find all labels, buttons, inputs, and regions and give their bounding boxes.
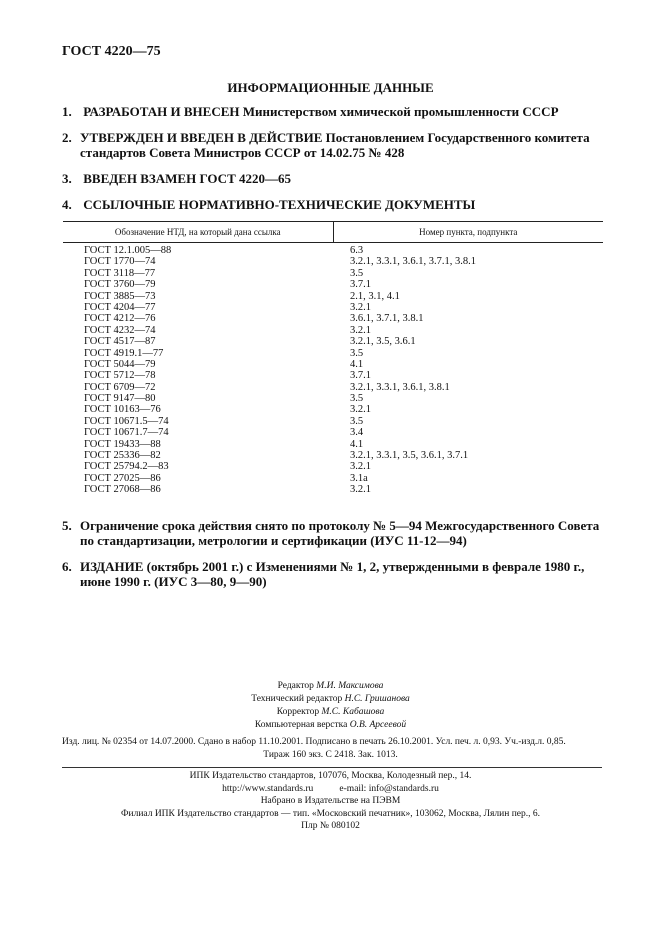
clause-numbers: 3.2.1, 3.3.1, 3.6.1, 3.7.1, 3.8.1: [350, 256, 476, 268]
ntd-designation: ГОСТ 4919.1—77: [84, 347, 164, 359]
item-4: [62, 197, 602, 212]
item-text: (октябрь 2001 г.) с Изменениями № 1, 2, утвержденными в феврале 1980 г., июне 1990 г. (ИУС 3—80, 9—90): [80, 559, 585, 589]
divider: [62, 767, 602, 768]
ntd-designation: ГОСТ 3885—73: [84, 290, 156, 302]
table-row: [63, 404, 603, 415]
item-number: 2.: [62, 130, 72, 145]
ntd-designation: ГОСТ 27025—86: [84, 472, 161, 484]
ntd-designation: ГОСТ 4232—74: [84, 324, 156, 336]
ntd-designation: ГОСТ 3118—77: [84, 267, 156, 279]
table-row: [63, 348, 603, 359]
clause-numbers: 3.5: [350, 267, 364, 279]
clause-numbers: 3.4: [350, 427, 364, 439]
table-body: [63, 243, 603, 496]
item-caps: УТВЕРЖДЕН И ВВЕДЕН В ДЕЙСТВИЕ: [80, 130, 323, 145]
table-row: [63, 484, 603, 495]
table-row: [63, 279, 603, 290]
table-row: [63, 245, 603, 256]
clause-numbers: 3.7.1: [350, 370, 371, 382]
ntd-designation: ГОСТ 27068—86: [84, 484, 161, 496]
clause-numbers: 3.2.1: [350, 484, 371, 496]
publisher-typeset: Набрано в Издательстве на ПЭВМ: [260, 796, 401, 806]
ntd-designation: ГОСТ 3760—79: [84, 279, 156, 291]
ntd-designation: ГОСТ 9147—80: [84, 393, 156, 405]
ntd-designation: ГОСТ 5044—79: [84, 358, 156, 370]
table-row: [63, 256, 603, 267]
clause-numbers: 4.1: [350, 358, 364, 370]
table-row: [63, 370, 603, 381]
credit-line: Компьютерная верстка О.В. Арсеевой: [254, 720, 407, 730]
clause-numbers: 3.2.1, 3.3.1, 3.5, 3.6.1, 3.7.1: [350, 450, 469, 462]
clause-numbers: 2.1, 3.1, 4.1: [350, 290, 400, 302]
publisher-address: ИПК Издательство стандартов, 107076, Москва, Колодезный пер., 14.: [189, 771, 472, 781]
clause-numbers: 3.2.1: [350, 301, 371, 313]
ntd-designation: ГОСТ 4212—76: [84, 313, 156, 325]
publisher-web: http://www.standards.ru: [222, 783, 314, 794]
item-6: [62, 559, 602, 589]
item-number: 1.: [62, 104, 72, 119]
table-row: [63, 450, 603, 461]
item-3: [62, 171, 602, 186]
clause-numbers: 3.5: [350, 393, 364, 405]
publisher-licence: Плр № 080102: [301, 821, 360, 831]
column-header-ntd: Обозначение НТД, на который дана ссылка: [63, 222, 334, 242]
item-2: [62, 130, 602, 160]
ntd-designation: ГОСТ 4517—87: [84, 336, 156, 348]
table-row: [63, 325, 603, 336]
table-row: [63, 473, 603, 484]
ntd-designation: ГОСТ 10671.5—74: [84, 415, 169, 427]
item-caps: ВВЕДЕН ВЗАМЕН ГОСТ 4220—65: [83, 171, 291, 186]
publisher-email: e-mail: info@standards.ru: [339, 783, 439, 794]
item-number: 3.: [62, 171, 72, 186]
item-number: 5.: [62, 518, 72, 533]
item-text: Министерством химической промышленности СССР: [242, 104, 559, 119]
document-code: ГОСТ 4220—75: [62, 44, 161, 59]
table-row: [63, 359, 603, 370]
ntd-designation: ГОСТ 25336—82: [84, 450, 161, 462]
clause-numbers: 3.1а: [350, 472, 368, 484]
clause-numbers: 3.2.1, 3.3.1, 3.6.1, 3.8.1: [350, 381, 450, 393]
table-row: [63, 439, 603, 450]
table-row: [63, 291, 603, 302]
table-row: [63, 461, 603, 472]
item-caps: ИЗДАНИЕ: [80, 559, 144, 574]
clause-numbers: 3.5: [350, 415, 364, 427]
table-header: [63, 221, 603, 243]
item-text: Ограничение срока действия снято по протоколу № 5—94 Межгосударственного Совета по стандартизации, метрологии и сертификации (ИУС 11-12—94): [80, 518, 600, 548]
ntd-designation: ГОСТ 25794.2—83: [84, 461, 169, 473]
clause-numbers: 3.2.1: [350, 324, 371, 336]
ntd-designation: ГОСТ 5712—78: [84, 370, 156, 382]
table-row: [63, 302, 603, 313]
item-number: 4.: [62, 197, 72, 212]
imprint-line: Изд. лиц. № 02354 от 14.07.2000. Сдано в набор 11.10.2001. Подписано в печать 26.10.2001. Усл. печ. л. 0,93. Уч.-изд.л. 0,85.: [62, 737, 566, 747]
publisher-branch: Филиал ИПК Издательство стандартов — тип. «Московский печатник», 103062, Москва, Лялин пер., 6.: [120, 808, 540, 819]
ntd-designation: ГОСТ 6709—72: [84, 381, 156, 393]
table-row: [63, 416, 603, 427]
credit-line: Технический редактор Н.С. Гришанова: [251, 694, 410, 704]
clause-numbers: 3.2.1: [350, 461, 371, 473]
ntd-designation: ГОСТ 12.1.005—88: [84, 245, 172, 256]
column-header-clause: Номер пункта, подпункта: [419, 227, 518, 237]
clause-numbers: 6.3: [350, 245, 364, 256]
publisher-block: [0, 770, 661, 833]
imprint-run: Тираж 160 экз. С 2418. Зак. 1013.: [263, 750, 398, 760]
table-row: [63, 427, 603, 438]
table-row: [63, 393, 603, 404]
item-text: Постановлением Государственного комитета стандартов Совета Министров СССР от 14.02.75 № 428: [80, 130, 590, 160]
section-title: ИНФОРМАЦИОННЫЕ ДАННЫЕ: [227, 80, 434, 95]
references-table: [63, 221, 603, 496]
table-row: [63, 268, 603, 279]
item-caps: ССЫЛОЧНЫЕ НОРМАТИВНО-ТЕХНИЧЕСКИЕ ДОКУМЕНТЫ: [83, 197, 476, 212]
table-row: [63, 336, 603, 347]
ntd-designation: ГОСТ 4204—77: [84, 301, 156, 313]
credit-line: Корректор М.С. Кабашова: [276, 707, 385, 717]
item-number: 6.: [62, 559, 72, 574]
ntd-designation: ГОСТ 19433—88: [84, 438, 161, 450]
ntd-designation: ГОСТ 1770—74: [84, 256, 156, 268]
credits: [0, 680, 661, 732]
item-caps: РАЗРАБОТАН И ВНЕСЕН: [83, 104, 240, 119]
table-row: [63, 313, 603, 324]
clause-numbers: 4.1: [350, 438, 364, 450]
ntd-designation: ГОСТ 10163—76: [84, 404, 161, 416]
clause-numbers: 3.2.1, 3.5, 3.6.1: [350, 336, 416, 348]
item-1: [62, 104, 602, 119]
table-row: [63, 382, 603, 393]
credit-line: Редактор М.И. Максимова: [277, 681, 384, 691]
clause-numbers: 3.5: [350, 347, 364, 359]
clause-numbers: 3.2.1: [350, 404, 371, 416]
item-5: [62, 518, 602, 548]
publisher-contacts: [0, 783, 661, 796]
clause-numbers: 3.7.1: [350, 279, 371, 291]
ntd-designation: ГОСТ 10671.7—74: [84, 427, 169, 439]
clause-numbers: 3.6.1, 3.7.1, 3.8.1: [350, 313, 424, 325]
